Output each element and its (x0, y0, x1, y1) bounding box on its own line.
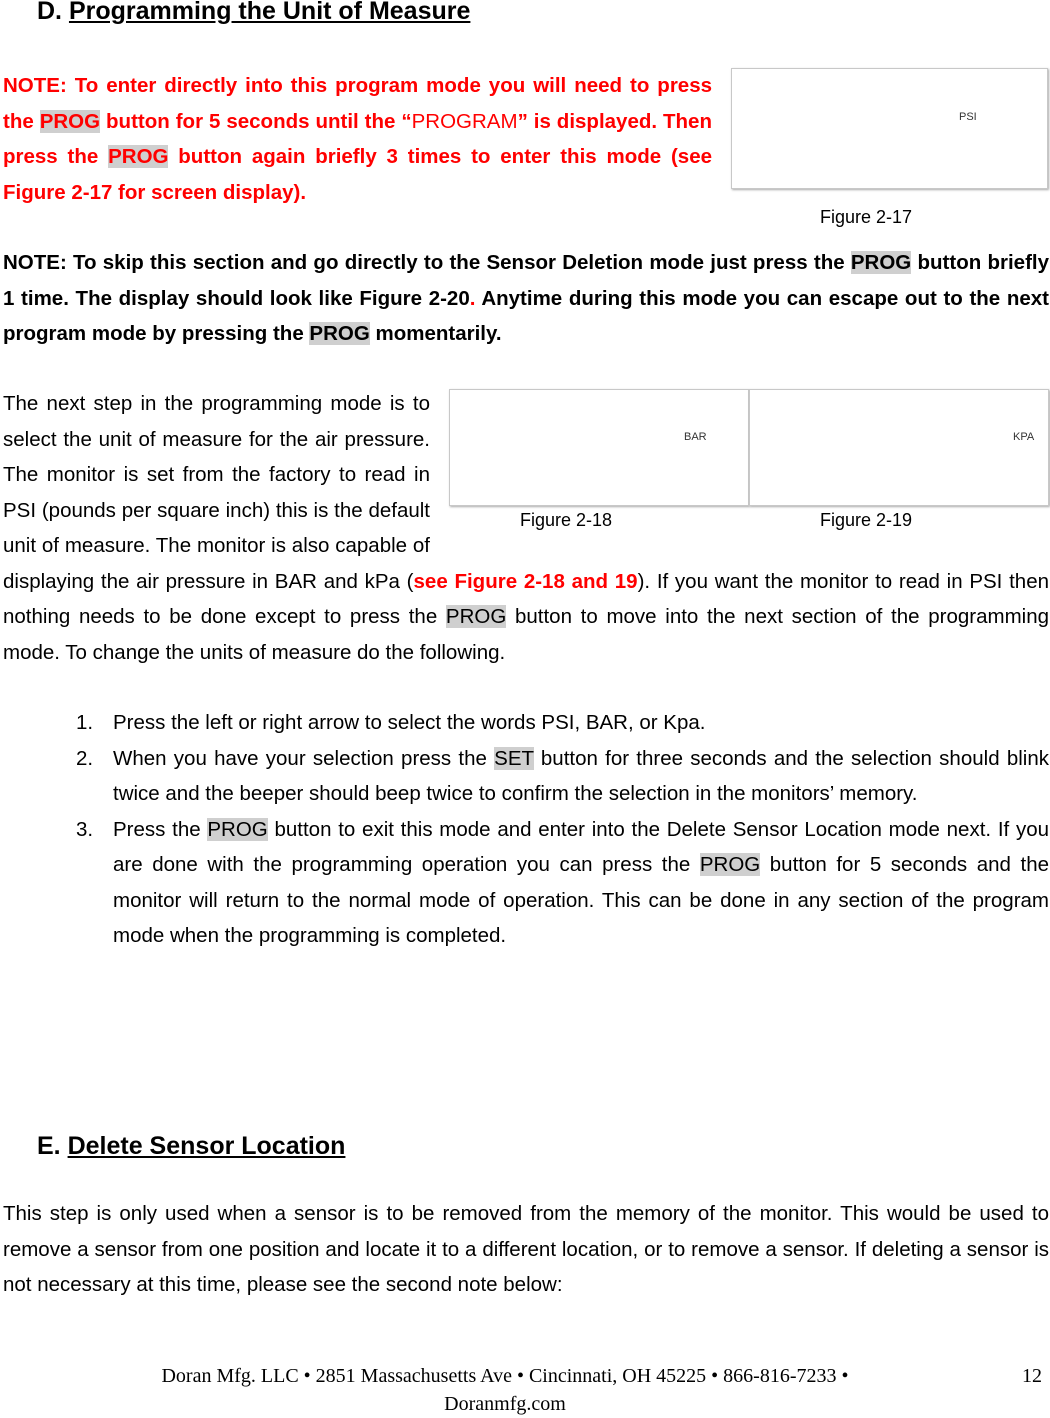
section-e-letter: E. (37, 1132, 61, 1160)
figure-float-spacer (430, 386, 1049, 563)
page-number: 12 (1022, 1365, 1042, 1387)
figure-2-19-caption: Figure 2-19 (820, 510, 913, 530)
step-number: 2. (76, 746, 94, 770)
para1-text-a: The next step in the programming mode is to select the unit of measure for the air pressure. The monitor is set from the factory to read in PSI (pounds per square inch) this is the default unit of measure. The monitor is also capable of displaying the air pressure in BAR and kPa ( (3, 392, 430, 593)
prog-highlight: PROG (699, 853, 761, 876)
prog-highlight: PROG (39, 109, 101, 133)
note2-text-a: NOTE: To skip this section and go directly to the Sensor Deletion mode just press the (3, 251, 851, 274)
footer-address: Doran Mfg. LLC • 2851 Massachusetts Ave • Cincinnati, OH 45225 • 866-816-7233 • (161, 1365, 849, 1387)
list-item (76, 705, 1049, 741)
note1-text-b: button for 5 seconds until the “ (100, 109, 412, 133)
delete-sensor-paragraph: This step is only used when a sensor is to be removed from the memory of the monitor. This would be used to remove a sensor from one position and locate it to a different location, or to remove a sensor. If deleting a sensor is not necessary at this time, please see the second note below: (3, 1202, 1049, 1296)
display-psi-label: PSI (959, 111, 977, 123)
display-kpa-label: KPA (1013, 431, 1035, 443)
figure-2-17-display (731, 68, 1048, 189)
step-text: button to exit this mode and enter into the Delete Sensor Location mode next. If you are done with the programming operation you can press the (113, 817, 1049, 876)
note1-text-c: ” is displayed. Then press the (3, 109, 712, 168)
note1-text-d: button again briefly 3 times to enter this mode (see Figure 2-17 for screen display). (3, 145, 712, 204)
section-e-title: Delete Sensor Location (67, 1132, 346, 1160)
note-skip-section (3, 245, 1049, 352)
step-number: 1. (76, 711, 94, 734)
step-text: button for 5 seconds and the monitor will return to the normal mode of operation. This can be done in any section of the program mode when the programming is completed. (113, 853, 1049, 947)
step-number: 3. (76, 817, 94, 841)
prog-highlight: PROG (445, 605, 507, 628)
note2-red-period: . (469, 286, 476, 310)
note2-text-c: Anytime during this mode you can escape out to the next program mode by pressing the (3, 286, 1050, 345)
note2-text-b: button briefly 1 time. The display should look like Figure 2-20 (3, 251, 1049, 310)
prog-highlight: PROG (108, 145, 169, 168)
set-highlight: SET (494, 746, 534, 770)
figure-2-17-caption: Figure 2-17 (820, 207, 913, 227)
section-d-heading (37, 0, 470, 26)
figure-2-18-caption: Figure 2-18 (520, 510, 613, 530)
footer-website: Doranmfg.com (444, 1393, 566, 1415)
display-bar-label: BAR (684, 431, 707, 443)
note1-text-a: NOTE: To enter directly into this program mode you will need to press the (3, 74, 712, 133)
step-text: Press the (113, 817, 208, 841)
see-figure-reference: see Figure 2-18 and 19 (413, 569, 638, 593)
steps-list (76, 705, 1049, 954)
note2-text-d: momentarily. (369, 322, 502, 345)
para1-text-b: ). If you want the monitor to read in PSI then nothing needs to be done except to press the (3, 569, 1050, 628)
unit-of-measure-paragraph (3, 386, 1049, 670)
note-enter-program-mode (3, 68, 712, 210)
section-d-letter: D. (37, 0, 62, 25)
section-d-title: Programming the Unit of Measure (68, 0, 471, 25)
step-text: When you have your selection press the (113, 746, 495, 770)
step-text: Press the left or right arrow to select the words PSI, BAR, or Kpa. (113, 711, 706, 734)
program-word: PROGRAM (411, 109, 518, 133)
prog-highlight: PROG (207, 817, 268, 841)
footer (0, 1362, 1010, 1418)
prog-highlight: PROG (309, 322, 370, 345)
para1-text-c: button to move into the next section of the programming mode. To change the units of measure do the following. (3, 605, 1049, 664)
section-e-heading (37, 1132, 345, 1161)
list-item (76, 812, 1049, 954)
prog-highlight: PROG (850, 251, 912, 274)
list-item (76, 741, 1049, 812)
step-text: button for three seconds and the selection should blink twice and the beeper should beep twice to confirm the selection in the monitors’ memory. (113, 746, 1049, 805)
